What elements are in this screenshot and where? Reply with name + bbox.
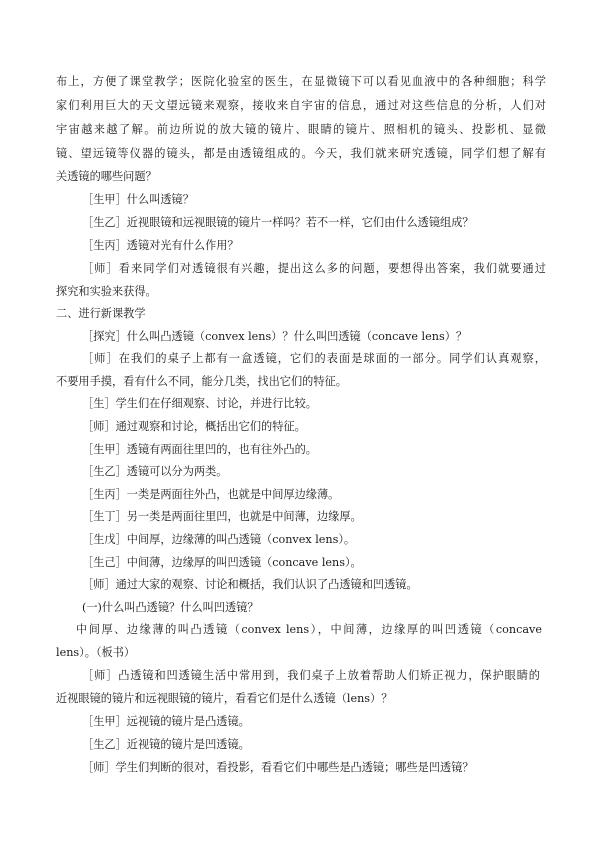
paragraph-line: 布上，方便了课堂教学；医院化验室的医生，在显微镜下可以看见血液中的各种细胞；科学 [56,75,546,88]
paragraph-line: 关透镜的哪些问题？ [56,170,157,183]
dialogue-line: ［师］看来同学们对透镜很有兴趣，提出这么多的问题，要想得出答案，我们就要通过 [82,262,546,275]
dialogue-line: ［师］凸透镜和凹透镜生活中常用到，我们桌子上放着帮助人们矫正视力，保护眼睛的 [82,669,540,682]
dialogue-line: ［生甲］什么叫透镜？ [82,193,194,206]
dialogue-line: ［师］通过大家的观察、讨论和概括，我们认识了凸透镜和凹透镜。 [82,578,418,591]
section-heading: 二、进行新课教学 [56,307,146,320]
paragraph-line: 近视眼镜的镜片和远视眼镜的镜片，看看它们是什么透镜（lens）？ [56,692,393,705]
dialogue-line: ［师］通过观察和讨论，概括出它们的特征。 [82,420,306,433]
dialogue-line: ［生丙］一类是两面往外凸，也就是中间厚边缘薄。 [82,488,340,501]
definition-line: 中间厚、边缘薄的叫凸透镜（convex lens），中间薄，边缘厚的叫凹透镜（concave [76,623,542,636]
dialogue-line: ［生乙］透镜可以分为两类。 [82,465,228,478]
paragraph-line: 不要用手摸，看有什么不同，能分几类，找出它们的特征。 [56,375,347,388]
dialogue-line: ［生乙］近视镜的镜片是凹透镜。 [82,738,250,751]
paragraph-line: 宇宙越来越了解。前边所说的放大镜的镜片、眼睛的镜片、照相机的镜头、投影机、显微 [56,123,546,136]
dialogue-line: ［生丁］另一类是两面往里凹，也就是中间薄，边缘厚。 [82,510,362,523]
dialogue-line: ［生丙］透镜对光有什么作用？ [82,239,239,252]
definition-line: lens）。（板书） [56,646,136,659]
dialogue-line: ［生甲］透镜有两面往里凹的，也有往外凸的。 [82,443,317,456]
dialogue-line: ［探究］什么叫凸透镜（convex lens）？什么叫凹透镜（concave lens）？ [82,330,468,343]
dialogue-line: ［生］学生们在仔细观察、讨论，并进行比较。 [82,397,317,410]
paragraph-line: 镜、望远镜等仪器的镜头，都是由透镜组成的。今天，我们就来研究透镜，同学们想了解有 [56,147,546,160]
paragraph-line: 探究和实验来获得。 [56,285,157,298]
dialogue-line: ［生乙］近视眼镜和远视眼镜的镜片一样吗？若不一样，它们由什么透镜组成？ [82,216,474,229]
subheading: (一)什么叫凸透镜？什么叫凹透镜？ [82,601,259,614]
dialogue-line: ［生甲］远视镜的镜片是凸透镜。 [82,715,250,728]
paragraph-line: 家们利用巨大的天文望远镜来观察，接收来自宇宙的信息，通过对这些信息的分析，人们对 [56,99,546,112]
dialogue-line: ［师］学生们判断的很对，看投影，看看它们中哪些是凸透镜；哪些是凹透镜？ [82,761,474,774]
dialogue-line: ［生戊］中间厚，边缘薄的叫凸透镜（convex lens）。 [82,533,356,546]
dialogue-line: ［师］在我们的桌子上都有一盒透镜，它们的表面是球面的一部分。同学们认真观察， [82,352,546,365]
dialogue-line: ［生己］中间薄，边缘厚的叫凹透镜（concave lens）。 [82,556,362,569]
